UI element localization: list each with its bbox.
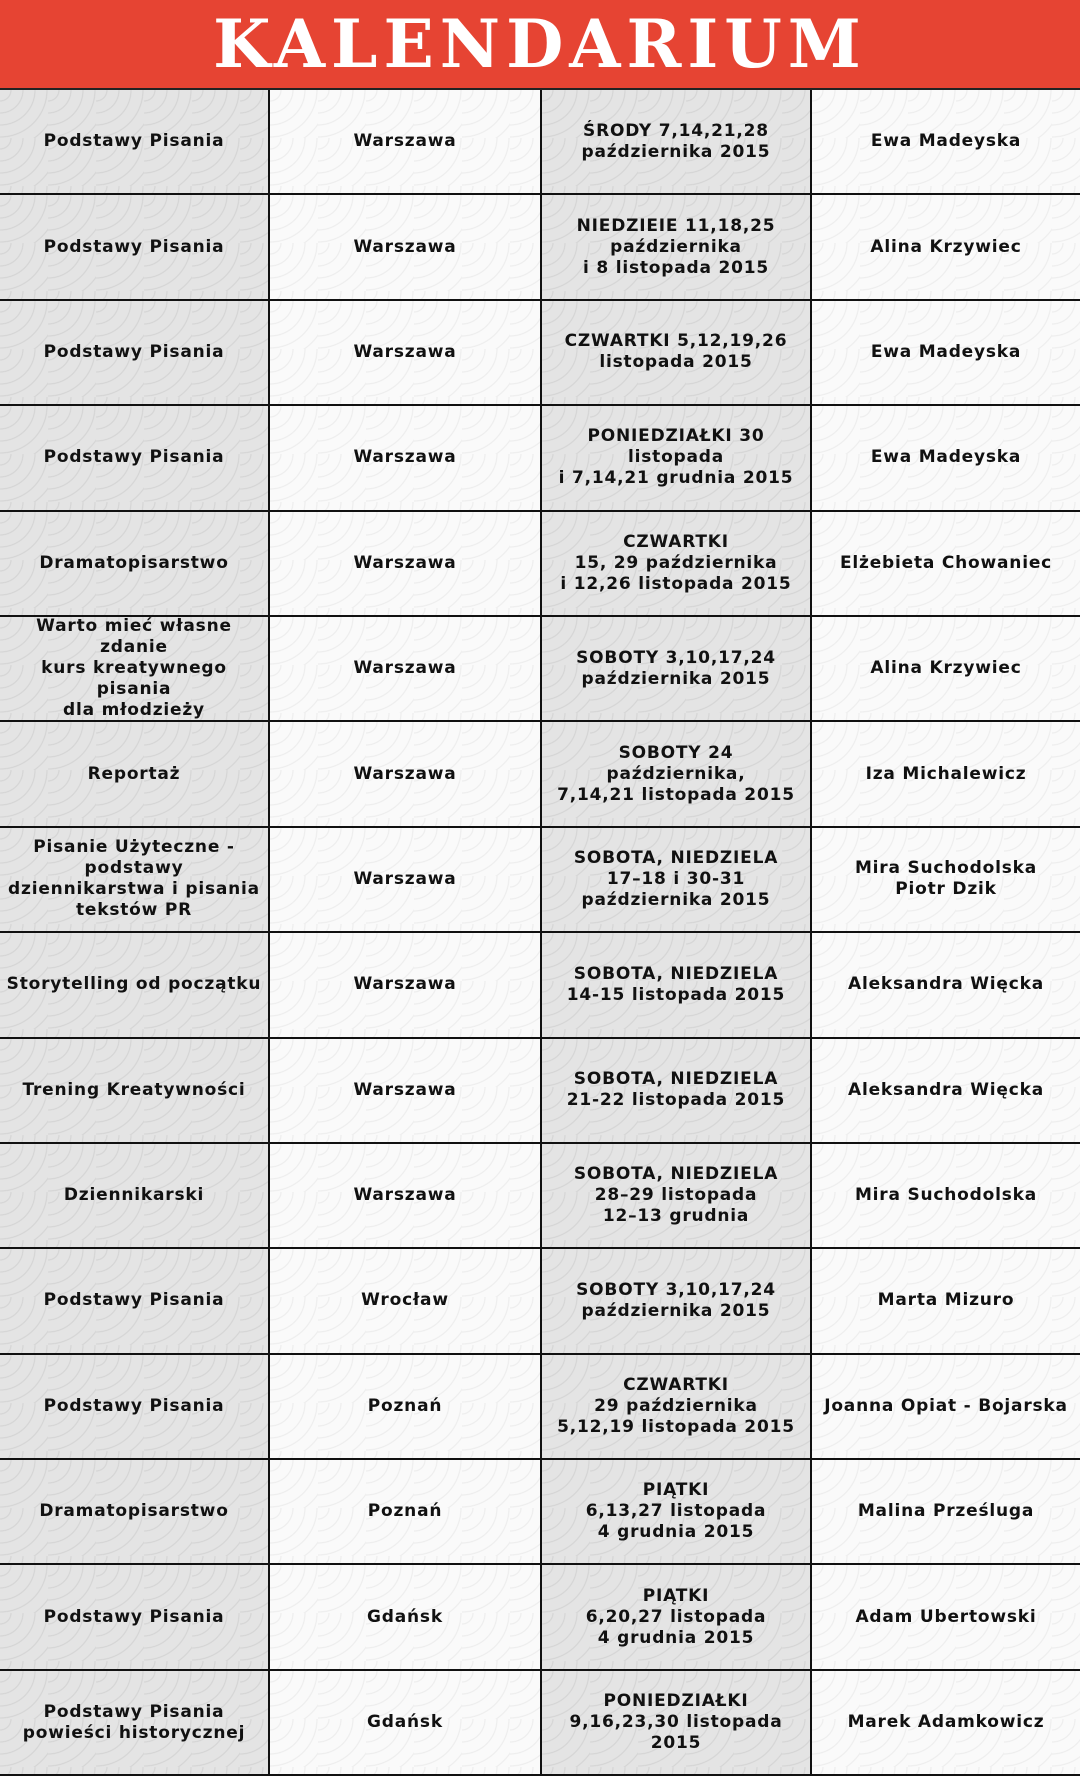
course-name-cell: Podstawy Pisania — [0, 90, 270, 195]
city-cell: Wrocław — [270, 1249, 542, 1354]
course-name-cell: Podstawy Pisania — [0, 1565, 270, 1670]
city-cell: Warszawa — [270, 722, 542, 827]
teacher-cell: Adam Ubertowski — [812, 1565, 1080, 1670]
dates-cell: PONIEDZIAŁKI 9,16,23,30 listopada 2015 — [542, 1671, 812, 1776]
dates-cell: PIĄTKI 6,20,27 listopada 4 grudnia 2015 — [542, 1565, 812, 1670]
course-name-cell: Podstawy Pisania — [0, 195, 270, 300]
dates-cell: SOBOTA, NIEDZIELA 14-15 listopada 2015 — [542, 933, 812, 1038]
city-cell: Warszawa — [270, 512, 542, 617]
course-name-cell: Reportaż — [0, 722, 270, 827]
teacher-cell: Iza Michalewicz — [812, 722, 1080, 827]
teacher-cell: Alina Krzywiec — [812, 617, 1080, 722]
course-name-cell: Pisanie Użyteczne - podstawy dziennikarstwa i pisania tekstów PR — [0, 828, 270, 933]
city-cell: Poznań — [270, 1460, 542, 1565]
dates-cell: SOBOTA, NIEDZIELA 28–29 listopada 12–13 grudnia — [542, 1144, 812, 1249]
teacher-cell: Elżebieta Chowaniec — [812, 512, 1080, 617]
dates-cell: PONIEDZIAŁKI 30 listopada i 7,14,21 grudnia 2015 — [542, 406, 812, 511]
teacher-cell: Joanna Opiat - Bojarska — [812, 1355, 1080, 1460]
teacher-cell: Malina Prześluga — [812, 1460, 1080, 1565]
dates-cell: CZWARTKI 5,12,19,26 listopada 2015 — [542, 301, 812, 406]
header-banner — [0, 0, 1080, 90]
teacher-cell: Mira Suchodolska — [812, 1144, 1080, 1249]
teacher-cell: Aleksandra Więcka — [812, 1039, 1080, 1144]
dates-cell: SOBOTY 3,10,17,24 października 2015 — [542, 1249, 812, 1354]
city-cell: Warszawa — [270, 1039, 542, 1144]
course-name-cell: Podstawy Pisania powieści historycznej — [0, 1671, 270, 1776]
city-cell: Warszawa — [270, 828, 542, 933]
teacher-cell: Aleksandra Więcka — [812, 933, 1080, 1038]
course-name-cell: Trening Kreatywności — [0, 1039, 270, 1144]
teacher-cell: Alina Krzywiec — [812, 195, 1080, 300]
dates-cell: ŚRODY 7,14,21,28 października 2015 — [542, 90, 812, 195]
course-name-cell: Dziennikarski — [0, 1144, 270, 1249]
dates-cell: NIEDZIEIE 11,18,25 października i 8 listopada 2015 — [542, 195, 812, 300]
dates-cell: CZWARTKI 29 października 5,12,19 listopada 2015 — [542, 1355, 812, 1460]
city-cell: Warszawa — [270, 195, 542, 300]
course-name-cell: Podstawy Pisania — [0, 406, 270, 511]
city-cell: Poznań — [270, 1355, 542, 1460]
city-cell: Warszawa — [270, 406, 542, 511]
schedule-table — [0, 90, 1080, 1776]
teacher-cell: Mira Suchodolska Piotr Dzik — [812, 828, 1080, 933]
teacher-cell: Ewa Madeyska — [812, 406, 1080, 511]
course-name-cell: Dramatopisarstwo — [0, 512, 270, 617]
teacher-cell: Ewa Madeyska — [812, 301, 1080, 406]
dates-cell: SOBOTY 3,10,17,24 października 2015 — [542, 617, 812, 722]
teacher-cell: Ewa Madeyska — [812, 90, 1080, 195]
city-cell: Gdańsk — [270, 1565, 542, 1670]
dates-cell: SOBOTY 24 października, 7,14,21 listopada 2015 — [542, 722, 812, 827]
course-name-cell: Podstawy Pisania — [0, 1355, 270, 1460]
course-name-cell: Podstawy Pisania — [0, 1249, 270, 1354]
city-cell: Warszawa — [270, 933, 542, 1038]
city-cell: Gdańsk — [270, 1671, 542, 1776]
city-cell: Warszawa — [270, 1144, 542, 1249]
city-cell: Warszawa — [270, 301, 542, 406]
city-cell: Warszawa — [270, 617, 542, 722]
dates-cell: SOBOTA, NIEDZIELA 21-22 listopada 2015 — [542, 1039, 812, 1144]
teacher-cell: Marek Adamkowicz — [812, 1671, 1080, 1776]
course-name-cell: Dramatopisarstwo — [0, 1460, 270, 1565]
page-title: KALENDARIUM — [213, 5, 867, 83]
dates-cell: SOBOTA, NIEDZIELA 17–18 i 30-31 października 2015 — [542, 828, 812, 933]
course-name-cell: Podstawy Pisania — [0, 301, 270, 406]
dates-cell: CZWARTKI 15, 29 października i 12,26 listopada 2015 — [542, 512, 812, 617]
city-cell: Warszawa — [270, 90, 542, 195]
dates-cell: PIĄTKI 6,13,27 listopada 4 grudnia 2015 — [542, 1460, 812, 1565]
course-name-cell: Storytelling od początku — [0, 933, 270, 1038]
course-name-cell: Warto mieć własne zdanie kurs kreatywnego pisania dla młodzieży — [0, 617, 270, 722]
teacher-cell: Marta Mizuro — [812, 1249, 1080, 1354]
